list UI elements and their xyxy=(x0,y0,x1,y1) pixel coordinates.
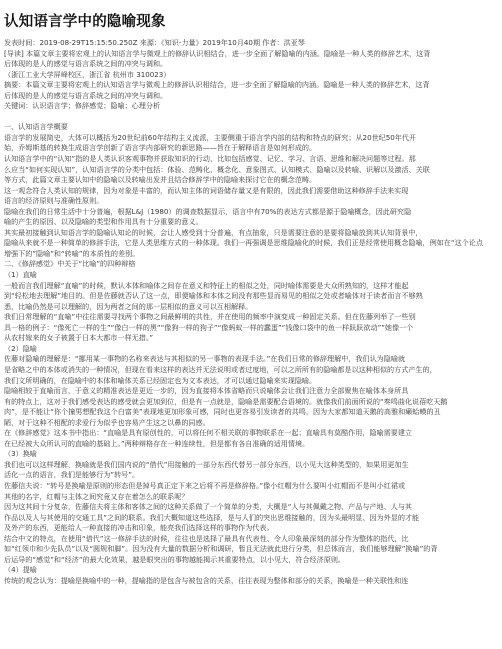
article-line: （1）直喻 xyxy=(4,270,37,280)
article-line: 具一格的例子：“像死亡一样的生”“像白一样的黑”“像狗一样的狗子”“像蚂蚁一样的蠢蛋”“钱像口袋中的鱼一样跃跃欲动””她像一个 xyxy=(4,322,414,332)
article-line: 后体现的是人的感觉与语言系统之间的冲突与调和。 xyxy=(4,90,168,100)
article-line: 因为这其间十分复杂，佐藤信夫将主体和客体之间的这种关系做了一个简单的分类，大概是“人与其佩戴之物、产品与产地、人与其 xyxy=(4,502,413,512)
article-line: 隐喻相较于直喻而言，于意义的精准表达是更近一步的，因为直接将本体省略而只说喻体会让我们注意力全部聚焦在喻体本身所具 xyxy=(4,386,409,396)
article-line: 一般而言我们理解“直喻”的时候，默认本体和喻体之间存在意义和特征上的相似之处，同时喻体需要是大众所熟知的，这样才能起 xyxy=(4,280,409,290)
article-line: 在已经被大众所认可的直喻的基础上。”两种辩格存在一种连续性，但是都有各自准确的适用情境。 xyxy=(4,438,310,448)
article-line: 隐喻在我们的日常生活中十分普遍，根据L&J（1980）的调查数据显示，语言中有70%的表达方式都是源于隐喻概念，因此研究隐 xyxy=(4,206,412,216)
article-line: 其他的名字，红帽与主体之间究竟又存在着怎么的联系呢？ xyxy=(4,491,189,501)
article-line: 从农村嫁来的女子被置于日本大都市一样无措。” xyxy=(4,333,154,343)
article-line: 传统的观念认为：提喻是换喻中的一种，提喻指的是包含与被包含的关系，往往表现为整体和部分的关系，换喻是一种关联性和连 xyxy=(4,575,409,585)
article-line: （4）提喻 xyxy=(4,565,37,575)
article-line: 我们也可以这样理解，换喻就是我们国内说的“借代”用接触的一部分东西代替另一部分东西，以小见大这种类型的，如果用更加生 xyxy=(4,459,409,469)
article-body xyxy=(4,38,500,586)
article-line: 认知语言学中的“认知”指的是人类认识客观事物并获取知识的行动，比如包括感觉、记忆、学习、言语、思维和解决问题等过程。那 xyxy=(4,154,416,164)
article-line: 如“红领巾和少先队员”以及“圆规和脚”。因为没有大量的数据分析和调研，暂且无法就此进行分类，但总体而言，我们能够理解”换喻”的背 xyxy=(4,544,438,554)
article-line: 隐喻从来就不是一种简单的修辞手法，它是人类思维方式的一种体现。我们一再强调是思维隐喻化的时候，我们正是经常使用概念隐喻，例如在“这个论点 xyxy=(4,238,483,248)
article-title: 认知语言学中的隐喻现象 xyxy=(4,14,166,30)
article-line: 么应当“如何实现认知”，认知语言学的分类中包括：体验、范畴化、概念化、意象图式、认知模式、隐喻以及转喻、识解以及激活、关联 xyxy=(4,164,430,174)
article-meta: 发表时间：2019-08-29T15:15:50.250Z 来源：《知识-力量》2019年10月40期 作者：洪亚琴 xyxy=(4,38,305,47)
article-line: 悉，比喻仍然是可以理解的，因为两者之间的那一层相似的意义可以互相解释。 xyxy=(4,301,253,311)
article-line: 后体现的是人的感觉与语言系统之间的冲突与调和。 xyxy=(4,59,168,69)
article-line: 二、《修辞感觉》中关于“比喻”的四种辩格 xyxy=(4,259,136,269)
article-line: 等方式，此篇文章主要认知中的隐喻以及转喻出发并且结合修辞学中的隐喻来探讨它在的概念范畴。 xyxy=(4,175,317,185)
article-line: 及外产的东西，更能给人一种直接的冲击和印象，能亮我们选择这样的事物作为代表。 xyxy=(4,523,274,533)
article-line: 陋，对于这种不相配的求爱行为似乎也容易产生这之以鼻的同感。 xyxy=(4,417,210,427)
article-line: （2）隐喻 xyxy=(4,343,37,353)
article-line: [导读] 本篇文章主要将宏观上的认知语言学与微观上的修辞认识相结合，进一步全面了解隐喻的内涵。隐喻是一种人类的修辞艺术，这背 xyxy=(4,48,431,58)
article-line: 语言的经济原则与准确性原则。 xyxy=(4,196,104,206)
article-line: 始，乔姆斯基的转换生成语言学创新了语言学内部研究的新思路——旨在于解释语言是如何形成的。 xyxy=(4,143,317,153)
article-line: （浙江工业大学屏峰校区，浙江省 杭州市 310023） xyxy=(4,69,171,79)
article-line: 作品以及人与其使用的交通工具”之间的联系。我们大概知道这些选择，是与人们的突出思维接触的，因为头最明显、因为外显的才能 xyxy=(4,512,420,522)
article-line: 佐藤对隐喻的理解是：“挪用某一事物的名称来表达与其相似的另一事物的表现手法。”在我们日常的修辞理解中，我们认为隐喻就 xyxy=(4,354,406,364)
article-line: 我们日常理解的“直喻”中往往需要寻找两个事物之间最鲜明的共性，并在使用的频率中演变成一种固定关系。但在佐藤列举了一些别 xyxy=(4,312,416,322)
article-line: 有的特点上，这对于我们感受表达的感受就会更加到位，但是有一点就是，隐喻是需要配合语境的。就像我们前面所说的“奏鸣曲化说蓓吃天鹅 xyxy=(4,396,448,406)
article-line: 结合中文的特点，在使用“借代”这一修辞手法的时候，往往也是选择了最具有代表性、令人印象最深刻的部分作为整体的指代，比 xyxy=(4,533,409,543)
article-line: 语言学的发展简史，大体可以概括为20世纪前60年结构主义流派，主要侧重于语言学内部的结构和特点的研究；从20世纪50年代开 xyxy=(4,132,417,142)
article-line: 增强下的”隐喻”和“转喻”的本质性的差别。 xyxy=(4,248,140,258)
section-gap xyxy=(4,112,500,123)
article-line: 在《修辞感觉》这本书中指出：“直喻是具有原创性的，可以将任何不相关联的事物联系在一起；直喻具有莫酷作用，隐喻需要建立 xyxy=(4,428,413,438)
article-line: 这一观念符合人类认知的规律，因为对象是丰富的，而认知主体的词语储存量又是有限的，因此我们需要借助这种修辞手法来实现 xyxy=(4,185,409,195)
article-line: 喻的产生的原因、以及隐喻的类型和作用具有十分重要的意义。 xyxy=(4,217,203,227)
article-line: 关键词：认识语言学；修辞感觉；隐喻；心理分析 xyxy=(4,101,161,111)
article-line: 肉”，是不能让“你个撞男想配我这个白富美”表现地更加形象可感，同时也更容易引发读者的共鸣，因为大家都知道天鹅的高雅和癞蛤蟆的丑 xyxy=(4,407,441,417)
article-line: 佐藤信夫说：“转号是换喻是原则的形态但是掉号真正定下来之后将不再是修辞格。”像小红帽为什么要叫小红帽而不是叫小红裙或 xyxy=(4,480,406,490)
article-line: 后运导的“感觉”和“经济”的最大化效果，越是眼突出的事物越能揭示其重要特点，以小见大，符合经济原则。 xyxy=(4,554,346,564)
article-line: 一、认知语言学概要 xyxy=(4,122,68,132)
article-line: 到“轻松地去理解”地目的。但是佐藤就否认了这一点，即便喻体和本体之间没有那些显而易见的相似之处或者喻体对于读者而言不够熟 xyxy=(4,291,423,301)
article-line: 活化一点的语言，我们是能够行为”转号”。 xyxy=(4,470,140,480)
article-line: 其实最初接触到认知语言学的隐喻认知论的时候，会让人感受到十分普遍，有点抽象，只是需要注意的是要将隐喻放到其认知背景中， xyxy=(4,227,423,237)
article-line: 我们文所明确的，在隐喻中的本体和喻体关系已经固定也为文本表达，才可以通过隐喻来实现隐喻。 xyxy=(4,375,317,385)
article-line: 是省略之中的本体或消失的一种情况，但现在看来这样的表达并无法说明或者过度地，可以之所所有的隐喻都是以这种相似的方式产生的， xyxy=(4,364,437,374)
article-line: 摘要：本篇文章主要将宏观上的认知语言学与微观上的修辞认识相结合，进一步全面了解隐喻的内涵。隐喻是一种人类的修辞艺术，这背 xyxy=(4,80,430,90)
article-line: （3）换喻 xyxy=(4,449,37,459)
